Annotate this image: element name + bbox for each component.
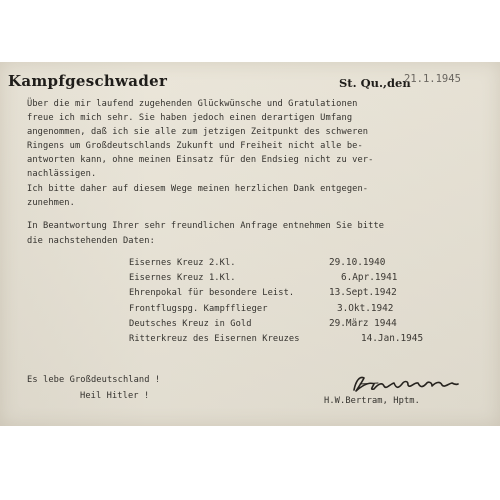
honor-name: Ehrenpokal für besondere Leist. <box>129 288 295 298</box>
handwritten-signature <box>350 372 460 396</box>
honor-date: 13.Sept.1942 <box>329 287 397 298</box>
body-line: Ringens um Großdeutschlands Zukunft und Freiheit nicht alle be- <box>27 141 363 151</box>
closing-salute: Es lebe Großdeutschland ! <box>27 375 161 385</box>
honor-date: 14.Jan.1945 <box>361 333 424 344</box>
body-line: Ich bitte daher auf diesem Wege meinen herzlichen Dank entgegen- <box>27 184 369 194</box>
place-heading: St. Qu.,den <box>339 76 411 90</box>
honor-name: Deutsches Kreuz in Gold <box>129 319 252 329</box>
honor-name: Ritterkreuz des Eisernen Kreuzes <box>129 334 300 344</box>
body-line: zunehmen. <box>27 198 75 208</box>
body-line: Über die mir laufend zugehenden Glückwünsche und Gratulationen <box>27 99 358 109</box>
body-line: freue ich mich sehr. Sie haben jedoch einen derartigen Umfang <box>27 113 353 123</box>
honor-name: Eisernes Kreuz 1.Kl. <box>129 273 236 283</box>
body-line: antworten kann, ohne meinen Einsatz für den Endsieg nicht zu ver- <box>27 155 374 165</box>
closing-salute: Heil Hitler ! <box>80 391 150 401</box>
signatory-line: H.W.Bertram, Hptm. <box>324 396 420 406</box>
request-line: die nachstehenden Daten: <box>27 236 155 246</box>
honor-date: 3.Okt.1942 <box>337 303 394 314</box>
honor-name: Eisernes Kreuz 2.Kl. <box>129 258 236 268</box>
organization-heading: Kampfgeschwader <box>8 72 168 90</box>
request-line: In Beantwortung Ihrer sehr freundlichen Anfrage entnehmen Sie bitte <box>27 221 385 231</box>
handwritten-date: 21.1.1945 <box>404 73 461 85</box>
honor-date: 6.Apr.1941 <box>341 272 398 283</box>
honor-date: 29.März 1944 <box>329 318 397 329</box>
body-line: nachlässigen. <box>27 169 97 179</box>
honor-name: Frontflugspg. Kampfflieger <box>129 304 268 314</box>
body-line: angenommen, daß ich sie alle zum jetzigen Zeitpunkt des schweren <box>27 127 369 137</box>
honor-date: 29.10.1940 <box>329 257 386 268</box>
